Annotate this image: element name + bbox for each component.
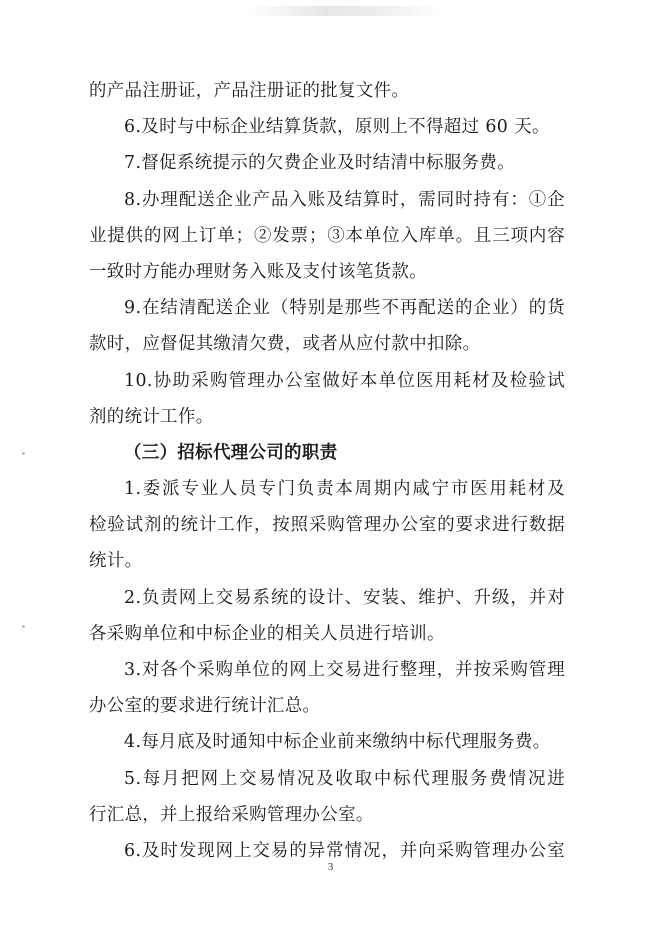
text-line: 剂的统计工作。 [89,406,214,427]
section-heading: （三）招标代理公司的职责 [124,442,338,463]
text-line: 行汇总，并上报给采购管理办公室。 [89,804,374,825]
text-line: 业提供的网上订单；②发票；③本单位入库单。且三项内容 [89,225,565,246]
text-line: 办公室的要求进行统计汇总。 [89,696,321,717]
list-item-3: 3.对各个采购单位的网上交易进行整理，并按采购管理 [124,660,565,680]
list-item-5: 5.每月把网上交易情况及收取中标代理服务费情况进 [124,768,565,789]
text-line: 一致时方能办理财务入账及支付该笔货款。 [89,261,428,282]
list-item-8: 8.办理配送企业产品入账及结算时，需同时持有：①企 [124,189,565,210]
text-line: 各采购单位和中标企业的相关人员进行培训。 [89,623,445,644]
list-item-9: 9.在结清配送企业（特别是那些不再配送的企业）的货 [124,298,565,319]
document-body [89,73,565,869]
list-item-6: 6.及时与中标企业结算货款，原则上不得超过 60 天。 [124,117,550,138]
list-item-10: 10.协助采购管理办公室做好本单位医用耗材及检验试 [124,370,565,391]
text-line: 的产品注册证，产品注册证的批复文件。 [89,81,410,101]
list-item-6-agency: 6.及时发现网上交易的异常情况，并向采购管理办公室 [124,840,565,861]
page-number: 3 [327,861,334,873]
scan-artifact [250,6,440,16]
list-item-2: 2.负责网上交易系统的设计、安装、维护、升级，并对 [124,587,565,608]
text-line: 检验试剂的统计工作，按照采购管理办公室的要求进行数据 [89,515,565,536]
margin-mark [22,452,25,455]
text-line: 统计。 [89,551,143,572]
margin-mark [22,625,25,628]
list-item-4: 4.每月底及时通知中标企业前来缴纳中标代理服务费。 [124,732,551,753]
text-line: 款时，应督促其缴清欠费，或者从应付款中扣除。 [89,334,481,355]
list-item-7: 7.督促系统提示的欠费企业及时结清中标服务费。 [124,153,515,174]
list-item-1: 1.委派专业人员专门负责本周期内咸宁市医用耗材及 [124,479,565,500]
